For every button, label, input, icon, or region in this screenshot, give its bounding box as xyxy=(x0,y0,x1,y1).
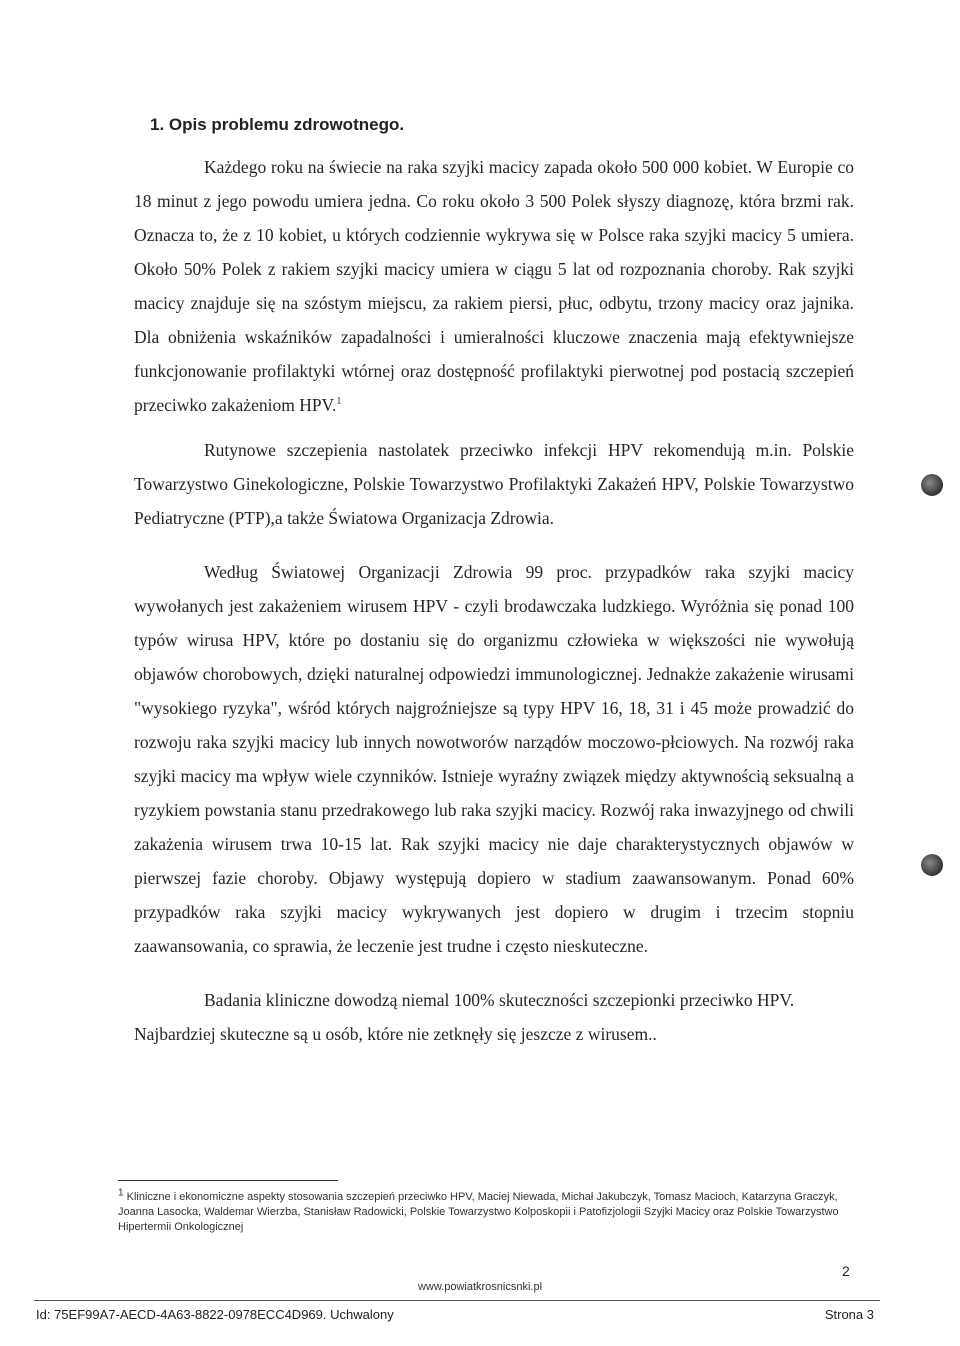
paragraph-text: Każdego roku na świecie na raka szyjki macicy zapada około 500 000 kobiet. W Europie co 18 minut z jego powodu umiera jedna. Co roku około 3 500 Polek słyszy diagnozę, która brzmi rak. Oznacza to, że z 10 kobiet, u których codziennie wykrywa się w Polsce raka szyjki macicy 5 umiera. Około 50% Polek z rakiem szyjki macicy umiera w ciągu 5 lat od rozpoznania choroby. Rak szyjki macicy znajduje się na szóstym miejscu, za rakiem piersi, płuc, odbytu, trzony macicy oraz jajnika. Dla obniżenia wskaźników zapadalności i umieralności kluczowe znaczenia mają efektywniejsze funkcjonowanie profilaktyki wtórnej oraz dostępność profilaktyki pierwotnej pod postacią szczepień przeciwko zakażeniom HPV. xyxy=(134,157,854,415)
footer-separator xyxy=(34,1300,880,1301)
footnote xyxy=(118,1187,853,1235)
punch-hole-bottom xyxy=(921,854,943,876)
section-heading: 1. Opis problemu zdrowotnego. xyxy=(150,115,405,134)
footnote-marker: 1 xyxy=(118,1187,124,1199)
page-number: 2 xyxy=(842,1263,850,1279)
paragraph-incidence xyxy=(134,150,854,422)
footer-page-label: Strona 3 xyxy=(824,1307,874,1322)
footnote-text: Kliniczne i ekonomiczne aspekty stosowania szczepień przeciwko HPV, Maciej Niewada, Michał Jakubczyk, Tomasz Macioch, Katarzyna Graczyk, Joanna Lasocka, Waldemar Wierzba, Stanisław Radowicki, Polskie Towarzystwo Kolposkopii i Patofizjologii Szyjki Macicy oraz Polskie Towarzystwo Hipertermii Onkologicznej xyxy=(118,1191,839,1233)
punch-hole-top xyxy=(921,474,943,496)
paragraph-who-hpv: Według Światowej Organizacji Zdrowia 99 proc. przypadków raka szyjki macicy wywołanych jest zakażeniem wirusem HPV - czyli brodawczaka ludzkiego. Wyróżnia się ponad 100 typów wirusa HPV, które po dostaniu się do organizmu człowieka w większości nie wywołują objawów chorobowych, dzięki naturalnej odpowiedzi immunologicznej. Jednakże zakażenie wirusami "wysokiego ryzyka", wśród których najgroźniejsze są typy HPV 16, 18, 31 i 45 może prowadzić do rozwoju raka szyjki macicy lub innych nowotworów narządów moczowo-płciowych. Na rozwój raka szyjki macicy ma wpływ wiele czynników. Istnieje wyraźny związek między aktywnością seksualną a ryzykiem powstania stanu przedrakowego lub raka szyjki macicy. Rozwój raka inwazyjnego od chwili zakażenia wirusem trwa 10-15 lat. Rak szyjki macicy nie daje charakterystycznych objawów w pierwszej fazie choroby. Objawy występują dopiero w stadium zaawansowanym. Ponad 60% przypadków raka szyjki macicy wykrywanych jest dopiero w drugim i trzecim stopniu zaawansowania, co sprawia, że leczenie jest trudne i często nieskuteczne. xyxy=(134,562,854,956)
paragraph-clinical-trials: Badania kliniczne dowodzą niemal 100% skuteczności szczepionki przeciwko HPV. xyxy=(204,990,795,1010)
paragraph-effectiveness: Najbardziej skuteczne są u osób, które nie zetknęły się jeszcze z wirusem.. xyxy=(134,1024,657,1044)
body-text xyxy=(134,150,854,1051)
document-id: Id: 75EF99A7-AECD-4A63-8822-0978ECC4D969. Uchwalony xyxy=(36,1307,394,1322)
footnote-separator xyxy=(118,1180,338,1181)
footnote-reference: 1 xyxy=(336,396,342,408)
paragraph-vaccination-recommendations: Rutynowe szczepienia nastolatek przeciwko infekcji HPV rekomendują m.in. Polskie Towarzystwo Ginekologiczne, Polskie Towarzystwo Profilaktyki Zakażeń HPV, Polskie Towarzystwo Pediatryczne (PTP),a także Światowa Organizacja Zdrowia. xyxy=(134,440,854,528)
website-url: www.powiatkrosnicsnki.pl xyxy=(417,1281,543,1293)
